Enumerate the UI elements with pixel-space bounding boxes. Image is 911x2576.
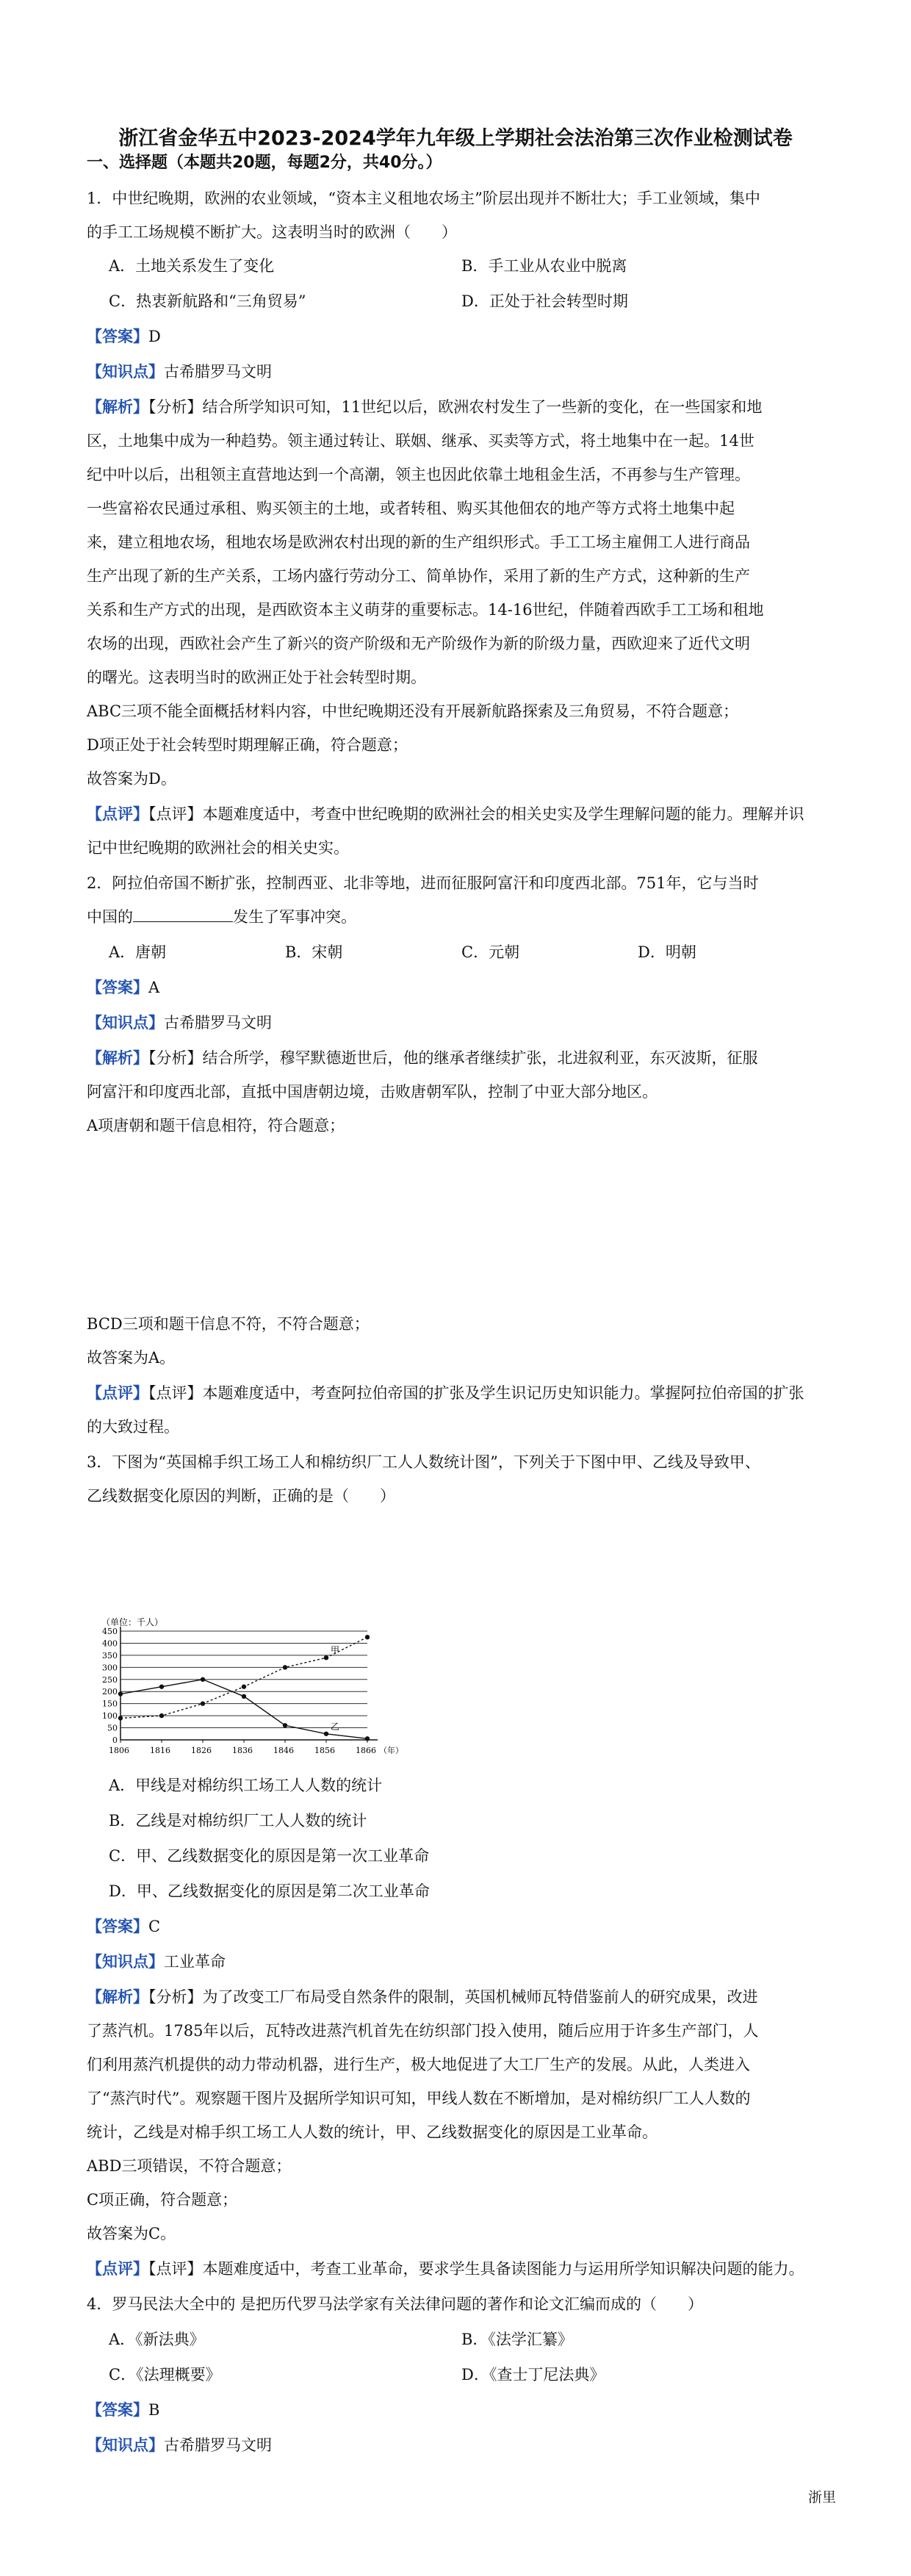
data-point-乙 — [324, 1732, 328, 1736]
q1-analysis-4: 来，建立租地农场，租地农场是欧洲农村出现的新的生产组织形式。手工工场主雇佣工人进行商品 — [87, 533, 750, 551]
data-point-乙 — [159, 1684, 164, 1688]
x-tick-label: 1866 — [356, 1746, 376, 1755]
y-tick-label: 50 — [107, 1723, 118, 1733]
answer-label: 【答案】 — [87, 1917, 148, 1935]
q1-answer-value: D — [148, 328, 161, 345]
y-tick-label: 350 — [102, 1650, 118, 1661]
data-point-乙 — [201, 1677, 205, 1682]
q1-comment-1: 记中世纪晚期的欧洲社会的相关史实。 — [87, 839, 349, 857]
q3-analysis-2: 们利用蒸汽机提供的动力带动机器，进行生产，极大地促进了大工厂生产的发展。从此，人类进入 — [87, 2056, 750, 2073]
q2-knowledge — [87, 1011, 829, 1035]
q3-option-a: A．甲线是对棉纺织工场工人人数的统计 — [109, 1777, 383, 1794]
q1-analysis-1: 区，土地集中成为一种趋势。领主通过转让、联姻、继承、买卖等方式，将土地集中在一起。14世 — [87, 432, 755, 450]
q2-blank — [133, 907, 233, 922]
analysis-label: 【解析】 — [87, 397, 148, 416]
x-tick-label: 1836 — [232, 1746, 253, 1755]
data-point-甲 — [118, 1716, 123, 1720]
q2-analysis-3: BCD三项和题干信息不符，不符合题意； — [87, 1315, 370, 1333]
knowledge-label: 【知识点】 — [87, 1952, 164, 1971]
x-tick-label: 1856 — [314, 1746, 335, 1755]
q3-analysis-6: C项正确，符合题意； — [87, 2191, 238, 2209]
q4-option-b: B．《法学汇纂》 — [461, 2331, 573, 2348]
q1-analysis-6: 关系和生产方式的出现，是西欧资本主义萌芽的重要标志。14-16世纪，伴随着西欧手工工场和租地 — [87, 601, 764, 619]
q1-analysis-text-0: 【分析】结合所学知识可知，11世纪以后，欧洲农村发生了一些新的变化，在一些国家和地 — [148, 398, 763, 416]
q4-stem: 4．罗马民法大全中的 是把历代罗马法学家有关法律问题的著作和论文汇编而成的（ ） — [87, 2295, 704, 2313]
y-tick-label: 250 — [102, 1674, 118, 1685]
y-tick-label: 0 — [112, 1735, 118, 1745]
q1-comment-0 — [87, 802, 829, 826]
analysis-label: 【解析】 — [87, 1987, 148, 2006]
q1-option-d: D．正处于社会转型时期 — [461, 292, 628, 310]
x-axis-unit-label: （年） — [379, 1746, 403, 1755]
q2-analysis-text-0: 【分析】结合所学，穆罕默德逝世后，他的继承者继续扩张，北进叙利亚，东灭波斯，征服 — [148, 1049, 758, 1067]
data-point-甲 — [324, 1655, 328, 1660]
knowledge-label: 【知识点】 — [87, 362, 164, 381]
section-heading: 一、选择题（本题共20题，每题2分，共40分。） — [87, 154, 442, 172]
q2-comment-1: 的大致过程。 — [87, 1418, 179, 1436]
q1-analysis-5: 生产出现了新的生产关系，工场内盛行劳动分工、简单协作，采用了新的生产方式，这种新的生产 — [87, 567, 750, 585]
data-point-甲 — [365, 1635, 370, 1639]
q2-answer-value: A — [148, 979, 160, 996]
q1-analysis-0 — [87, 395, 829, 419]
chart-x-tick-labels — [109, 1745, 403, 1755]
q1-knowledge-value: 古希腊罗马文明 — [164, 363, 272, 381]
q2-stem-pre: 中国的 — [87, 908, 133, 926]
q3-analysis-4: 统计，乙线是对棉手织工场工人人数的统计，甲、乙线数据变化的原因是工业革命。 — [87, 2123, 658, 2141]
data-point-乙 — [365, 1736, 370, 1741]
q1-analysis-10: D项正处于社会转型时期理解正确，符合题意； — [87, 736, 408, 754]
y-tick-label: 450 — [102, 1627, 118, 1636]
y-tick-label: 150 — [102, 1699, 118, 1709]
q2-option-d: D．明朝 — [638, 943, 696, 961]
data-point-甲 — [242, 1684, 246, 1688]
q2-analysis-0 — [87, 1046, 829, 1070]
q3-analysis-7: 故答案为C。 — [87, 2225, 176, 2242]
q2-option-c: C．元朝 — [461, 943, 520, 961]
q2-option-b: B．宋朝 — [285, 943, 343, 961]
q4-knowledge — [87, 2433, 829, 2457]
q1-analysis-2: 纪中叶以后，出租领主直营地达到一个高潮，领主也因此依靠土地租金生活，不再参与生产管理。 — [87, 466, 750, 483]
analysis-label: 【解析】 — [87, 1048, 148, 1067]
q1-stem-2: 的手工工场规模不断扩大。这表明当时的欧洲（ ） — [87, 223, 457, 241]
q4-option-c: C．《法理概要》 — [109, 2366, 221, 2383]
q2-analysis-4: 故答案为A。 — [87, 1349, 176, 1367]
q3-answer — [87, 1915, 829, 1938]
q2-stem-1: 2．阿拉伯帝国不断扩张，控制西亚、北非等地，进而征服阿富汗和印度西北部。751年，它与当时 — [87, 874, 759, 892]
q1-stem-1: 1．中世纪晚期，欧洲的农业领域，“资本主义租地农场主”阶层出现并不断壮大；手工业领域，集中 — [87, 190, 760, 207]
q3-option-b: B．乙线是对棉纺织厂工人人数的统计 — [109, 1812, 367, 1830]
x-tick-label: 1806 — [109, 1746, 129, 1755]
comment-label: 【点评】 — [87, 2259, 148, 2278]
q2-analysis-2: A项唐朝和题干信息相符，符合题意； — [87, 1117, 345, 1134]
q1-option-a: A．土地关系发生了变化 — [109, 257, 275, 275]
q3-option-c: C．甲、乙线数据变化的原因是第一次工业革命 — [109, 1847, 430, 1865]
q2-option-a: A．唐朝 — [109, 943, 167, 961]
q1-knowledge — [87, 360, 829, 384]
answer-label: 【答案】 — [87, 978, 148, 996]
q2-analysis-1: 阿富汗和印度西北部，直抵中国唐朝边境，击败唐朝军队，控制了中亚大部分地区。 — [87, 1083, 658, 1101]
exam-title: 浙江省金华五中2023-2024学年九年级上学期社会法治第三次作业检测试卷 — [118, 127, 793, 150]
q3-analysis-1: 了蒸汽机。1785年以后，瓦特改进蒸汽机首先在纺织部门投入使用，随后应用于许多生产部门，人 — [87, 2022, 759, 2040]
q3-knowledge-value: 工业革命 — [164, 1953, 226, 1971]
q3-comment-0 — [87, 2257, 829, 2281]
q2-knowledge-value: 古希腊罗马文明 — [164, 1014, 272, 1032]
data-point-甲 — [283, 1665, 287, 1669]
q1-analysis-7: 农场的出现，西欧社会产生了新兴的资产阶级和无产阶级作为新的阶级力量，西欧迎来了近代文明 — [87, 635, 750, 652]
x-tick-label: 1846 — [273, 1746, 294, 1755]
page-footer: 浙里 — [807, 2489, 836, 2505]
q3-analysis-5: ABD三项错误，不符合题意； — [87, 2157, 292, 2175]
y-tick-label: 200 — [102, 1687, 118, 1697]
series-label-甲: 甲 — [331, 1645, 340, 1656]
q3-option-d: D．甲、乙线数据变化的原因是第二次工业革命 — [109, 1882, 430, 1900]
q3-analysis-3: 了“蒸汽时代”。观察题干图片及据所学知识可知，甲线人数在不断增加，是对棉纺织厂工人人数的 — [87, 2090, 751, 2107]
q3-comment-text-0: 【点评】本题难度适中，考查工业革命，要求学生具备读图能力与运用所学知识解决问题的能力。 — [148, 2260, 804, 2278]
q1-option-b: B．手工业从农业中脱离 — [461, 257, 627, 275]
knowledge-label: 【知识点】 — [87, 2436, 164, 2454]
knowledge-label: 【知识点】 — [87, 1013, 164, 1032]
q3-knowledge — [87, 1950, 829, 1974]
comment-label: 【点评】 — [87, 1384, 148, 1402]
y-tick-label: 300 — [102, 1663, 118, 1673]
line-chart — [88, 1613, 403, 1760]
q4-knowledge-value: 古希腊罗马文明 — [164, 2436, 272, 2454]
answer-label: 【答案】 — [87, 2400, 148, 2419]
q1-analysis-9: ABC三项不能全面概括材料内容，中世纪晚期还没有开展新航路探索及三角贸易，不符合题意； — [87, 702, 739, 720]
q2-comment-0 — [87, 1381, 829, 1405]
x-tick-label: 1826 — [191, 1746, 212, 1755]
y-tick-label: 400 — [102, 1638, 118, 1649]
answer-label: 【答案】 — [87, 327, 148, 345]
data-point-甲 — [201, 1701, 205, 1705]
q1-analysis-11: 故答案为D。 — [87, 770, 176, 788]
data-point-乙 — [242, 1694, 246, 1699]
q4-option-a: A．《新法典》 — [109, 2331, 205, 2348]
y-tick-label: 100 — [102, 1711, 118, 1721]
q3-analysis-text-0: 【分析】为了改变工厂布局受自然条件的限制，英国机械师瓦特借鉴前人的研究成果，改进 — [148, 1988, 758, 2006]
q4-option-d: D．《查士丁尼法典》 — [461, 2366, 605, 2383]
q1-analysis-8: 的曙光。这表明当时的欧洲正处于社会转型时期。 — [87, 669, 426, 686]
q3-analysis-0 — [87, 1985, 829, 2009]
q2-stem-post: 发生了军事冲突。 — [233, 908, 356, 926]
q1-option-c: C．热衷新航路和“三角贸易” — [109, 292, 306, 310]
q2-stem-2 — [87, 905, 829, 929]
q2-comment-text-0: 【点评】本题难度适中，考查阿拉伯帝国的扩张及学生识记历史知识能力。掌握阿拉伯帝国的扩张 — [148, 1384, 804, 1402]
comment-label: 【点评】 — [87, 805, 148, 823]
chart-unit-label: （单位：千人） — [101, 1617, 164, 1627]
q3-answer-value: C — [148, 1918, 161, 1935]
q3-stem-2: 乙线数据变化原因的判断，正确的是（ ） — [87, 1487, 395, 1505]
q2-answer — [87, 976, 829, 999]
q1-analysis-3: 一些富裕农民通过承租、购买领主的土地，或者转租、购买其他佃农的地产等方式将土地集中起 — [87, 500, 735, 517]
q1-answer — [87, 325, 829, 348]
data-point-乙 — [118, 1691, 123, 1696]
data-point-甲 — [159, 1713, 164, 1718]
q4-answer-value: B — [148, 2401, 160, 2419]
q3-stem-1: 3．下图为“英国棉手织工场工人和棉纺织厂工人人数统计图”，下列关于下图中甲、乙线及导致甲、 — [87, 1453, 760, 1471]
data-point-乙 — [283, 1723, 287, 1727]
chart-y-tick-labels — [102, 1627, 118, 1745]
q4-answer — [87, 2398, 829, 2422]
q1-comment-text-0: 【点评】本题难度适中，考查中世纪晚期的欧洲社会的相关史实及学生理解问题的能力。理解并识 — [148, 805, 804, 823]
chart-series — [118, 1635, 370, 1741]
x-tick-label: 1816 — [150, 1746, 170, 1755]
series-label-乙: 乙 — [331, 1721, 340, 1732]
